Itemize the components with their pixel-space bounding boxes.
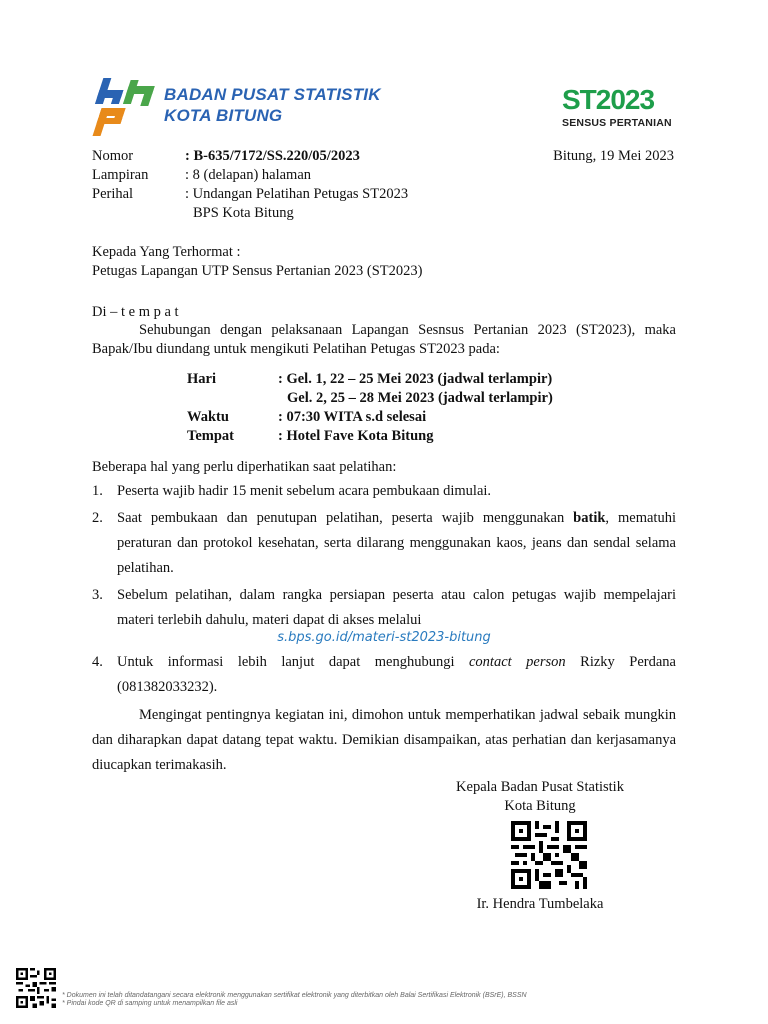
lampiran-value: : 8 (delapan) halaman xyxy=(185,167,312,183)
hari-value-1: : Gel. 1, 22 – 25 Mei 2023 (jadwal terlampir) xyxy=(278,371,553,387)
signature-title-1: Kepala Badan Pusat Statistik xyxy=(456,779,624,795)
tempat-label: Tempat xyxy=(187,428,234,444)
list-item-number: 2. xyxy=(92,510,103,526)
recipient-salutation: Kepada Yang Terhormat : xyxy=(92,244,241,260)
list-item-text: Saat pembukaan dan penutupan pelatihan, peserta wajib menggunakan xyxy=(117,510,574,526)
footer-line-2: * Pindai kode QR di samping untuk menampilkan file asli xyxy=(62,1000,238,1007)
list-item xyxy=(92,650,676,700)
list-item xyxy=(92,506,676,581)
tempat-value: : Hotel Fave Kota Bitung xyxy=(278,428,434,444)
list-item-number: 3. xyxy=(92,587,103,603)
waktu-value: : 07:30 WITA s.d selesai xyxy=(278,409,427,425)
st2023-logo-subtitle: SENSUS PERTANIAN xyxy=(562,117,672,129)
list-item-text: Untuk informasi lebih lanjut dapat menghubungi xyxy=(117,654,469,670)
list-item xyxy=(92,479,676,504)
perihal-label: Perihal xyxy=(92,186,134,202)
notes-list xyxy=(92,479,676,633)
intro-paragraph: Sehubungan dengan pelaksanaan Lapangan Sesnsus Pertanian 2023 (ST2023), maka Bapak/Ibu diundang untuk mengikuti Pelatihan Petugas ST2023 pada: xyxy=(92,322,676,357)
recipient-place: Di – t e m p a t xyxy=(92,304,179,320)
waktu-label: Waktu xyxy=(187,409,229,425)
list-item-bold: batik xyxy=(573,510,606,526)
hari-label: Hari xyxy=(187,371,216,387)
footer-note xyxy=(62,992,527,1008)
closing-paragraph: Mengingat pentingnya kegiatan ini, dimohon untuk memperhatikan jadwal sebaik mungkin dan diharapkan dapat datang tepat waktu. Demikian disampaikan, atas perhatian dan kerjasamanya diucapkan terimakasih. xyxy=(92,707,676,773)
list-item-text: Sebelum pelatihan, dalam rangka persiapan peserta atau calon petugas wajib mempelajari materi terlebih dahulu, materi dapat di akses melalui xyxy=(117,587,676,628)
perihal-value-line1: : Undangan Pelatihan Petugas ST2023 xyxy=(185,186,409,202)
list-item-number: 4. xyxy=(92,654,103,670)
nomor-value: : B-635/7172/SS.220/05/2023 xyxy=(185,148,360,164)
hari-value-2: Gel. 2, 25 – 28 Mei 2023 (jadwal terlampir) xyxy=(287,390,553,406)
signatory-name: Ir. Hendra Tumbelaka xyxy=(476,896,604,912)
notes-list-cont xyxy=(92,650,676,700)
nomor-label: Nomor xyxy=(92,148,134,164)
materi-link[interactable]: s.bps.go.id/materi-st2023-bitung xyxy=(277,630,491,645)
bps-logo-icon xyxy=(78,76,160,138)
org-name xyxy=(164,84,381,126)
notes-intro: Beberapa hal yang perlu diperhatikan saat pelatihan: xyxy=(92,459,397,475)
footer-qr-code-icon xyxy=(16,968,56,1008)
list-item-text-cont: , mematuhi peraturan dan protokol kesehatan, serta dilarang menggunakan kaos, jeans dan sendal selama pelatihan. xyxy=(117,510,676,576)
st2023-logo-title: ST2023 xyxy=(562,84,655,115)
letter-date: Bitung, 19 Mei 2023 xyxy=(553,148,674,164)
st2023-logo xyxy=(562,86,684,129)
list-item-italic: contact person xyxy=(469,654,566,670)
list-item-number: 1. xyxy=(92,483,103,499)
list-item-text-cont: Rizky Perdana (081382033232). xyxy=(117,654,676,695)
signature-title-2: Kota Bitung xyxy=(504,798,576,814)
list-item xyxy=(92,583,676,633)
list-item-text: Peserta wajib hadir 15 menit sebelum acara pembukaan dimulai. xyxy=(117,483,492,499)
signature-qr-code-icon xyxy=(511,821,587,889)
recipient-name: Petugas Lapangan UTP Sensus Pertanian 2023 (ST2023) xyxy=(92,263,423,279)
lampiran-label: Lampiran xyxy=(92,167,149,183)
perihal-value-line2: BPS Kota Bitung xyxy=(193,205,294,221)
org-name-line2: KOTA BITUNG xyxy=(164,106,283,125)
org-name-line1: BADAN PUSAT STATISTIK xyxy=(164,85,381,104)
footer-line-1: * Dokumen ini telah ditandatangani secara elektronik menggunakan sertifikat elektronik yang diterbitkan oleh Balai Sertifikasi Elektronik (BSrE), BSSN xyxy=(62,992,527,999)
